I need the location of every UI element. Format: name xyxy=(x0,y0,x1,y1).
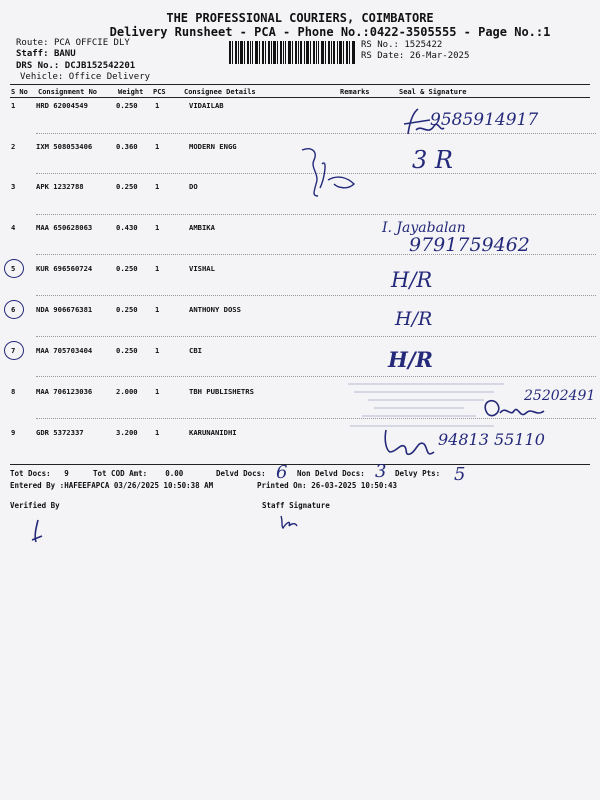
tot-docs: Tot Docs: 9 xyxy=(10,469,69,478)
row-divider xyxy=(36,133,596,134)
delvd-docs: Delvd Docs: xyxy=(216,469,266,478)
row-weight: 0.250 xyxy=(116,264,138,273)
handwritten-row7: H/R xyxy=(388,347,433,372)
row-pcs: 1 xyxy=(155,305,160,314)
row-pcs: 1 xyxy=(155,387,160,396)
row-consignee: VIDAILAB xyxy=(189,101,224,110)
row-consignment: MAA 705703404 xyxy=(36,346,93,355)
row-divider xyxy=(36,376,596,377)
col-seal-signature: Seal & Signature xyxy=(399,88,467,96)
printed-on-value: 26-03-2025 10:50:43 xyxy=(311,481,397,490)
row-consignee: KARUNANIDHI xyxy=(189,428,237,437)
staff-signature-mark xyxy=(277,514,301,530)
staff-line: Staff: BANU xyxy=(16,49,76,59)
tot-cod-value: 0.00 xyxy=(165,469,184,478)
vehicle-line: Vehicle: Office Delivery xyxy=(20,72,151,82)
row-sno: 4 xyxy=(11,223,16,232)
row-divider xyxy=(36,336,596,337)
tot-docs-value: 9 xyxy=(64,469,69,478)
row-sno: 9 xyxy=(11,428,16,437)
row-weight: 0.250 xyxy=(116,101,138,110)
verified-by-label: Verified By xyxy=(10,501,60,510)
drs-line: DRS No.: DCJB152542201 xyxy=(16,61,136,71)
row-consignee: TBH PUBLISHETRS xyxy=(189,387,254,396)
signature-remarks-row2 xyxy=(298,144,364,200)
non-delvd-docs-value: 3 xyxy=(375,461,387,482)
tot-cod: Tot COD Amt: 0.00 xyxy=(93,469,184,478)
row-consignee: VISHAL xyxy=(189,264,215,273)
route-value: PCA OFFCIE DLY xyxy=(53,38,130,48)
serial-circle-mark xyxy=(4,259,24,278)
col-consignee: Consignee Details xyxy=(184,88,256,96)
rs-no-line: RS No.: 1525422 xyxy=(361,40,443,50)
row-consignment: HRD 62004549 xyxy=(36,101,88,110)
rs-date-value: 26-Mar-2025 xyxy=(409,51,470,61)
handwritten-phone-row9: 94813 55110 xyxy=(438,430,545,449)
delvy-pts: Delvy Pts: xyxy=(395,469,441,478)
row-divider xyxy=(36,214,596,215)
row-pcs: 1 xyxy=(155,182,160,191)
handwritten-name-row4: I. Jayabalan xyxy=(382,220,466,236)
runsheet-title: Delivery Runsheet - PCA - Phone No.:0422-3505555 - Page No.:1 xyxy=(109,25,551,39)
totals-rule xyxy=(10,464,590,465)
row-consignment: IXM 508053406 xyxy=(36,142,93,151)
staff-value: BANU xyxy=(53,49,76,59)
delvy-pts-value: 5 xyxy=(454,464,466,485)
handwritten-row5: H/R xyxy=(391,268,433,292)
row-consignment: MAA 706123036 xyxy=(36,387,93,396)
header-bottom-rule xyxy=(10,97,590,98)
row-weight: 0.430 xyxy=(116,223,138,232)
col-pcs: PCS xyxy=(153,88,166,96)
row-sno: 6 xyxy=(11,305,16,314)
entered-by: Entered By :HAFEEFAPCA 03/26/2025 10:50:38 AM xyxy=(10,481,214,490)
route-line: Route: PCA OFFCIE DLY xyxy=(16,38,130,48)
signature-row9 xyxy=(380,426,440,460)
col-sno: S No xyxy=(11,88,28,96)
row-pcs: 1 xyxy=(155,142,160,151)
delvd-docs-value: 6 xyxy=(276,462,288,483)
row-sno: 1 xyxy=(11,101,16,110)
handwritten-phone-row1: 9585914917 xyxy=(430,110,539,130)
row-sno: 3 xyxy=(11,182,16,191)
drs-value: DCJB152542201 xyxy=(64,61,136,71)
handwritten-row6: H/R xyxy=(395,308,433,330)
row-pcs: 1 xyxy=(155,101,160,110)
row-sno: 8 xyxy=(11,387,16,396)
col-consignment: Consignment No xyxy=(38,88,98,96)
non-delvd-docs: Non Delvd Docs: xyxy=(297,469,365,478)
row-weight: 0.250 xyxy=(116,305,138,314)
row-consignee: AMBIKA xyxy=(189,223,215,232)
row-consignment: GDR 5372337 xyxy=(36,428,84,437)
row-weight: 0.250 xyxy=(116,182,138,191)
row-weight: 0.360 xyxy=(116,142,138,151)
printed-on: Printed On: 26-03-2025 10:50:43 xyxy=(257,481,397,490)
handwritten-row2: 3 R xyxy=(412,146,453,174)
row-sno: 7 xyxy=(11,346,16,355)
col-weight: Weight xyxy=(118,88,144,96)
row-consignee: CBI xyxy=(189,346,202,355)
vehicle-value: Office Delivery xyxy=(68,72,151,82)
handwritten-number-row8: 25202491 xyxy=(524,388,596,404)
row-weight: 0.250 xyxy=(116,346,138,355)
header-top-rule xyxy=(10,84,590,85)
row-weight: 3.200 xyxy=(116,428,138,437)
entered-by-value: HAFEEFAPCA 03/26/2025 10:50:38 AM xyxy=(64,481,214,490)
serial-circle-mark xyxy=(4,341,24,360)
row-consignee: MODERN ENGG xyxy=(189,142,237,151)
row-consignee: ANTHONY DOSS xyxy=(189,305,241,314)
barcode-image xyxy=(229,41,355,64)
rs-no-value: 1525422 xyxy=(404,40,443,50)
row-divider xyxy=(36,295,596,296)
col-remarks: Remarks xyxy=(340,88,370,96)
row-sno: 5 xyxy=(11,264,16,273)
row-pcs: 1 xyxy=(155,264,160,273)
row-pcs: 1 xyxy=(155,346,160,355)
row-sno: 2 xyxy=(11,142,16,151)
row-consignment: KUR 696560724 xyxy=(36,264,93,273)
verified-by-signature xyxy=(28,518,48,544)
row-pcs: 1 xyxy=(155,428,160,437)
row-consignment: MAA 650628063 xyxy=(36,223,93,232)
company-title: THE PROFESSIONAL COURIERS, COIMBATORE xyxy=(166,11,434,25)
handwritten-phone-row4: 9791759462 xyxy=(409,234,530,256)
row-consignment: APK 1232788 xyxy=(36,182,84,191)
row-consignee: DO xyxy=(189,182,198,191)
row-pcs: 1 xyxy=(155,223,160,232)
rs-date-line: RS Date: 26-Mar-2025 xyxy=(361,51,470,61)
serial-circle-mark xyxy=(4,300,24,319)
staff-signature-label: Staff Signature xyxy=(262,501,330,510)
row-consignment: NDA 906676381 xyxy=(36,305,93,314)
row-weight: 2.000 xyxy=(116,387,138,396)
